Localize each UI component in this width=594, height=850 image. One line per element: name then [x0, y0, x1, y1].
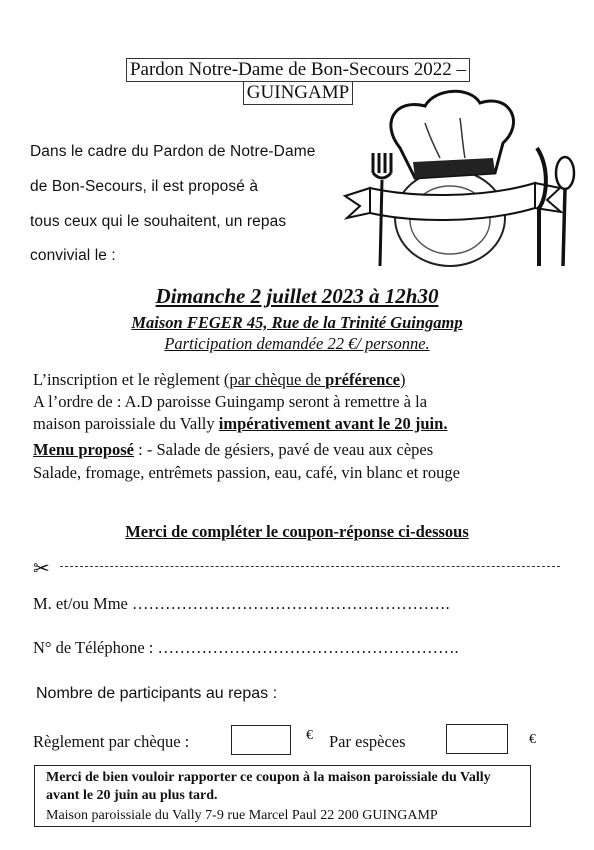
cut-line: [60, 566, 560, 567]
scissors-icon: ✂: [33, 558, 50, 580]
name-field[interactable]: M. et/ou Mme ………………………………………………….: [33, 594, 450, 613]
menu-label: Menu proposé: [33, 440, 134, 459]
event-place: Maison FEGER 45, Rue de la Trinité Guingamp: [131, 313, 463, 332]
intro-line-3: tous ceux qui le souhaitent, un repas: [30, 213, 287, 230]
cheque-label: Règlement par chèque :: [33, 732, 190, 751]
maison-text-a: maison paroissiale du Vally: [33, 414, 219, 433]
return-notice-text: Merci de bien vouloir rapporter ce coupon à la maison paroissiale du Vally avant le 20 juin au plus tard.: [46, 770, 491, 803]
participants-field[interactable]: Nombre de participants au repas :: [36, 685, 278, 702]
cheque-amount-box[interactable]: [231, 725, 291, 755]
inscription-paren: [224, 370, 406, 389]
inscription-text-c: préférence: [325, 370, 400, 389]
inscription-line: [33, 370, 405, 390]
maison-line: [33, 414, 447, 434]
intro-line-2: de Bon-Secours, il est proposé à: [30, 178, 259, 195]
event-date: Dimanche 2 juillet 2023 à 12h30: [155, 284, 439, 308]
return-notice-box: [34, 765, 531, 827]
order-line: A l’ordre de : A.D paroisse Guingamp seront à remettre à la: [33, 392, 428, 411]
especes-euro-sign: €: [529, 732, 536, 747]
menu-text-a: : - Salade de gésiers, pavé de veau aux cèpes: [134, 440, 434, 459]
especes-label: Par espèces: [329, 732, 406, 751]
title-line-1: Pardon Notre-Dame de Bon-Secours 2022 –: [126, 58, 470, 82]
event-price: Participation demandée 22 €/ personne.: [164, 334, 430, 353]
inscription-text-b: (par chèque de: [223, 370, 326, 389]
phone-field[interactable]: N° de Téléphone : ……………………………………………….: [33, 638, 459, 657]
intro-line-1: Dans le cadre du Pardon de Notre-Dame: [30, 143, 316, 160]
inscription-text-a: L’inscription et le règlement: [33, 370, 224, 389]
cheque-euro-sign: €: [306, 728, 313, 743]
menu-line-1: [33, 440, 433, 460]
parish-address: Maison paroissiale du Vally 7-9 rue Marcel Paul 22 200 GUINGAMP: [46, 808, 438, 823]
chef-hat-cutlery-illustration: [325, 88, 580, 278]
menu-line-2: Salade, fromage, entrêmets passion, eau, café, vin blanc et rouge: [33, 463, 460, 482]
title-line-2: GUINGAMP: [243, 82, 353, 105]
especes-amount-box[interactable]: [446, 724, 508, 754]
maison-text-b: impérativement avant le 20 juin.: [218, 414, 448, 433]
intro-line-4: convivial le :: [30, 247, 116, 264]
inscription-text-d: ): [399, 370, 406, 389]
coupon-heading: Merci de compléter le coupon-réponse ci-dessous: [125, 522, 469, 541]
